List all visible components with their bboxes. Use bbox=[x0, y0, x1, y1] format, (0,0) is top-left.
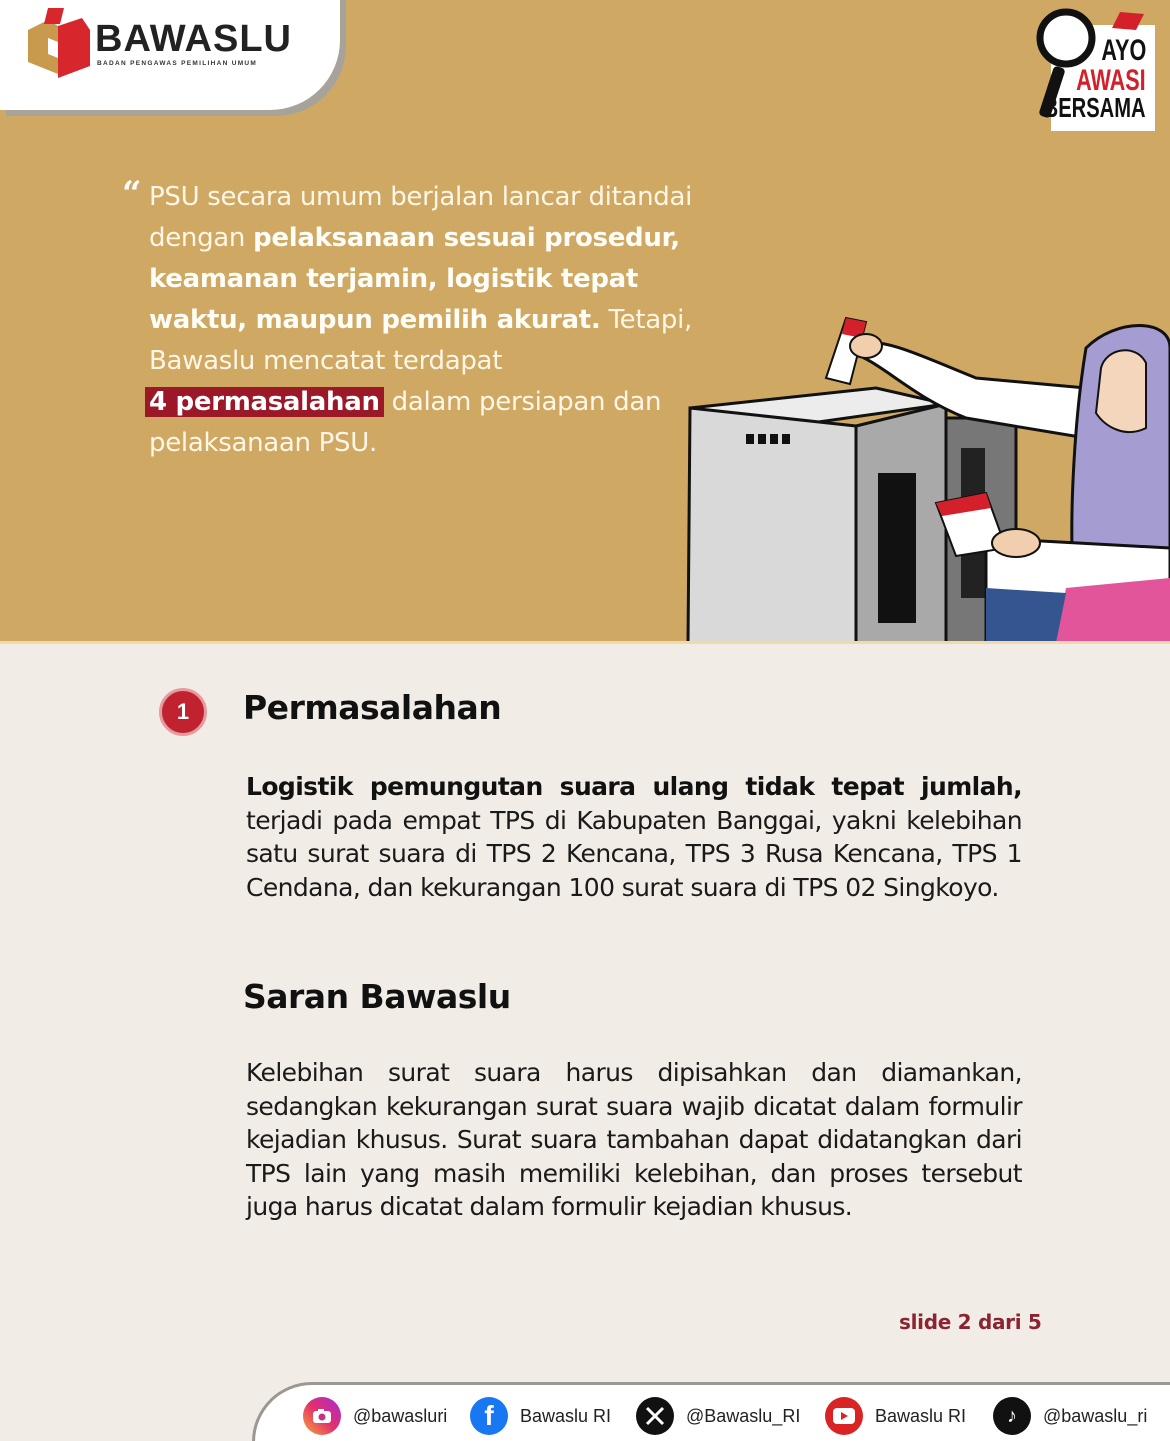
bawaslu-logo-icon bbox=[24, 8, 94, 80]
facebook-icon: f bbox=[470, 1397, 508, 1435]
logo-wordmark: BAWASLU bbox=[95, 18, 292, 60]
instagram-handle: @bawasluri bbox=[353, 1405, 448, 1426]
youtube-handle: Bawaslu RI bbox=[875, 1405, 967, 1426]
tiktok-handle: @bawaslu_ri bbox=[1043, 1405, 1148, 1426]
quote-emphasis: pelaksanaan sesuai prosedur, keamanan terjamin, logistik tepat waktu, maupun pemilih akurat. bbox=[149, 223, 680, 335]
x-icon bbox=[636, 1397, 674, 1435]
issue-title: Permasalahan bbox=[243, 688, 502, 727]
social-x[interactable] bbox=[636, 1397, 800, 1435]
tiktok-icon: ♪ bbox=[993, 1397, 1031, 1435]
hero-banner bbox=[0, 0, 1170, 643]
issue-number-badge: 1 bbox=[159, 688, 207, 736]
facebook-handle: Bawaslu RI bbox=[520, 1405, 612, 1426]
issue-description: Logistik pemungutan suara ulang tidak tepat jumlah, terjadi pada empat TPS di Kabupaten Banggai, yakni kelebihan satu surat suara di TPS 2 Kencana, TPS 3 Rusa Kencana, TPS 1 Cendana, dan kekurangan 100 surat suara di TPS 02 Singkoyo. bbox=[246, 772, 1022, 902]
social-youtube[interactable] bbox=[825, 1397, 966, 1435]
issue-count-highlight: 4 permasalahan bbox=[145, 387, 384, 417]
ballot-flag-icon bbox=[1110, 12, 1146, 32]
issue-lead: Logistik pemungutan suara ulang tidak tepat jumlah, bbox=[246, 772, 1022, 801]
social-instagram[interactable] bbox=[303, 1397, 447, 1435]
ayo-awasi-bersama-badge bbox=[1030, 6, 1156, 128]
quote-text: PSU secara umum berjalan lancar ditandai dengan pelaksanaan sesuai prosedur, keamanan terjamin, logistik tepat waktu, maupun pemilih akurat. Tetapi, Bawaslu mencatat terdapat 4 permasalahan dalam persiapan dan pelaksanaan PSU. bbox=[149, 177, 719, 464]
advice-title: Saran Bawaslu bbox=[243, 977, 511, 1016]
youtube-icon bbox=[825, 1397, 863, 1435]
advice-description: Kelebihan surat suara harus dipisahkan dan diamankan, sedangkan kekurangan surat suara wajib dicatat dalam formulir kejadian khusus. Surat suara tambahan dapat didatangkan dari TPS lain yang masih memiliki kelebihan, dan proses tersebut juga harus dicatat dalam formulir kejadian khusus. bbox=[246, 1058, 1022, 1222]
x-handle: @Bawaslu_RI bbox=[686, 1405, 801, 1426]
logo-subtitle: BADAN PENGAWAS PEMILIHAN UMUM bbox=[97, 60, 258, 67]
ayo-text: AYO bbox=[1101, 34, 1146, 67]
slide-indicator: slide 2 dari 5 bbox=[899, 1310, 1042, 1334]
voter-ballot-box-illustration bbox=[686, 308, 1170, 643]
social-tiktok[interactable] bbox=[993, 1397, 1147, 1435]
quote-mark: “ bbox=[122, 174, 142, 214]
instagram-icon bbox=[303, 1397, 341, 1435]
bersama-text: BERSAMA bbox=[1044, 92, 1146, 123]
logo-card bbox=[0, 0, 340, 110]
section-divider bbox=[0, 641, 1170, 644]
social-facebook[interactable] bbox=[470, 1397, 611, 1435]
awasi-text: AWASI bbox=[1076, 64, 1146, 97]
